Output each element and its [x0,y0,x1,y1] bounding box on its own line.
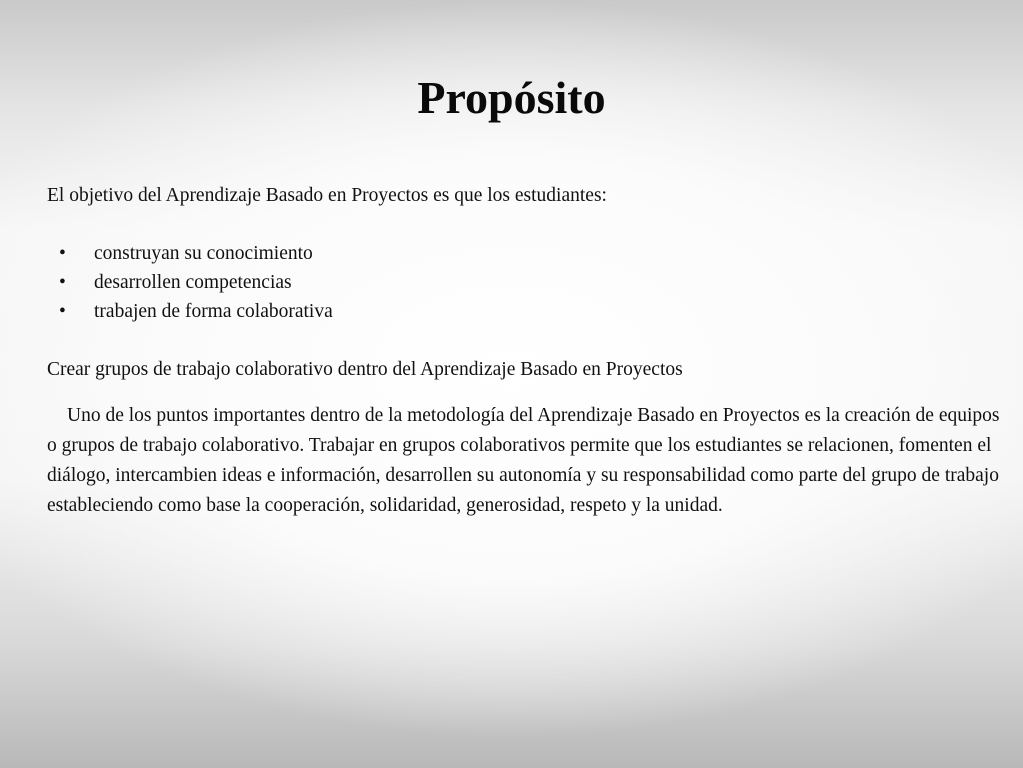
bullet-symbol: • [59,243,66,264]
bullet-item [47,239,1007,268]
bullet-list [47,239,1007,326]
intro-text: El objetivo del Aprendizaje Basado en Proyectos es que los estudiantes: [47,185,607,206]
bullet-text: construyan su conocimiento [94,243,313,264]
body-paragraph: Uno de los puntos importantes dentro de la metodología del Aprendizaje Basado en Proyectos es la creación de equipos o grupos de trabajo colaborativo. Trabajar en grupos colaborativos permite que los estudiantes se relacionen, fomenten el diálogo, intercambien ideas e información, desarrollen su autonomía y su responsabilidad como parte del grupo de trabajo estableciendo como base la cooperación, solidaridad, generosidad, respeto y la unidad. [47,405,1000,516]
bullet-text: desarrollen competencias [94,272,292,293]
bullet-text: trabajen de forma colaborativa [94,301,333,322]
bullet-item [47,297,1007,326]
bullet-symbol: • [59,272,66,293]
slide-title: Propósito [417,72,606,123]
bullet-item [47,268,1007,297]
slide-content [47,181,1007,521]
bullet-symbol: • [59,301,66,322]
subheading-text: Crear grupos de trabajo colaborativo dentro del Aprendizaje Basado en Proyectos [47,359,683,380]
